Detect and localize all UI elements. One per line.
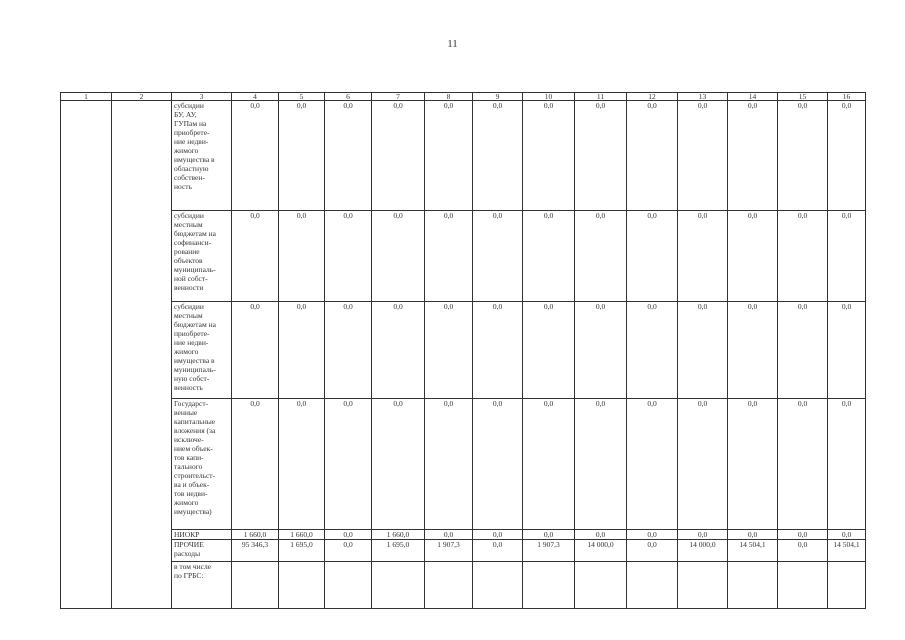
value-cell: 0,0 — [728, 302, 778, 399]
header-cell: 16 — [828, 93, 866, 101]
value-cell: 0,0 — [279, 302, 325, 399]
value-cell: 0,0 — [425, 101, 473, 211]
value-cell: 0,0 — [778, 399, 828, 530]
value-cell: 0,0 — [325, 540, 372, 562]
value-cell — [627, 562, 678, 609]
value-cell: 0,0 — [325, 302, 372, 399]
row-label: Государст- венные капитальные вложения (за исключе- нием объек- тов капи- тального строительст- ва и объек- тов недви- жимого имущества) — [172, 399, 232, 530]
value-cell: 0,0 — [728, 101, 778, 211]
table-body — [61, 93, 866, 609]
value-cell: 0,0 — [828, 211, 866, 302]
value-cell: 14 504,1 — [828, 540, 866, 562]
value-cell: 0,0 — [828, 302, 866, 399]
header-cell: 8 — [425, 93, 473, 101]
value-cell: 1 660,0 — [372, 530, 425, 540]
header-cell: 5 — [279, 93, 325, 101]
value-cell: 0,0 — [627, 530, 678, 540]
value-cell: 0,0 — [678, 211, 728, 302]
table-row — [61, 101, 866, 211]
value-cell: 0,0 — [728, 399, 778, 530]
value-cell: 0,0 — [232, 211, 279, 302]
page-number: 11 — [447, 38, 458, 50]
value-cell: 0,0 — [778, 211, 828, 302]
value-cell: 0,0 — [372, 211, 425, 302]
value-cell: 0,0 — [232, 399, 279, 530]
header-cell: 10 — [523, 93, 575, 101]
value-cell: 0,0 — [627, 399, 678, 530]
value-cell: 0,0 — [828, 530, 866, 540]
value-cell: 14 504,1 — [728, 540, 778, 562]
value-cell: 14 000,0 — [678, 540, 728, 562]
value-cell: 0,0 — [325, 101, 372, 211]
value-cell — [728, 562, 778, 609]
value-cell — [473, 562, 523, 609]
value-cell: 1 660,0 — [232, 530, 279, 540]
value-cell — [372, 562, 425, 609]
value-cell: 0,0 — [232, 101, 279, 211]
header-cell: 1 — [61, 93, 112, 101]
row-label: субсидии БУ, АУ, ГУПам на приобрете- ние недви- жимого имущества в областную собствен- ность — [172, 101, 232, 211]
value-cell: 0,0 — [523, 302, 575, 399]
value-cell: 0,0 — [523, 399, 575, 530]
value-cell — [828, 562, 866, 609]
value-cell: 1 907,3 — [523, 540, 575, 562]
header-cell: 2 — [112, 93, 172, 101]
value-cell: 0,0 — [325, 530, 372, 540]
value-cell — [778, 562, 828, 609]
header-cell: 4 — [232, 93, 279, 101]
value-cell: 0,0 — [523, 530, 575, 540]
value-cell: 1 907,3 — [425, 540, 473, 562]
value-cell: 0,0 — [372, 302, 425, 399]
value-cell: 0,0 — [473, 399, 523, 530]
value-cell: 0,0 — [728, 211, 778, 302]
header-cell: 13 — [678, 93, 728, 101]
budget-table — [60, 92, 866, 609]
value-cell: 0,0 — [473, 530, 523, 540]
value-cell: 0,0 — [627, 211, 678, 302]
value-cell: 0,0 — [728, 530, 778, 540]
value-cell — [678, 562, 728, 609]
value-cell: 1 660,0 — [279, 530, 325, 540]
value-cell: 0,0 — [627, 302, 678, 399]
value-cell: 0,0 — [425, 399, 473, 530]
value-cell — [325, 562, 372, 609]
value-cell — [425, 562, 473, 609]
value-cell: 0,0 — [473, 302, 523, 399]
value-cell: 0,0 — [678, 399, 728, 530]
value-cell: 0,0 — [778, 530, 828, 540]
value-cell: 14 000,0 — [575, 540, 627, 562]
value-cell: 95 346,3 — [232, 540, 279, 562]
value-cell: 0,0 — [778, 540, 828, 562]
header-cell: 14 — [728, 93, 778, 101]
value-cell: 0,0 — [232, 302, 279, 399]
header-cell: 6 — [325, 93, 372, 101]
value-cell: 0,0 — [279, 399, 325, 530]
value-cell: 0,0 — [678, 302, 728, 399]
header-cell: 12 — [627, 93, 678, 101]
value-cell: 0,0 — [678, 530, 728, 540]
table-row — [61, 399, 866, 530]
value-cell: 0,0 — [523, 211, 575, 302]
row-col-1-cell — [61, 101, 112, 609]
header-cell: 7 — [372, 93, 425, 101]
value-cell — [232, 562, 279, 609]
value-cell: 0,0 — [627, 540, 678, 562]
row-label: субсидии местным бюджетам на приобрете- ние недви- жимого имущества в муниципаль- ную собст- венность — [172, 302, 232, 399]
table-row — [61, 302, 866, 399]
value-cell: 0,0 — [575, 211, 627, 302]
value-cell — [523, 562, 575, 609]
value-cell: 0,0 — [425, 211, 473, 302]
header-cell: 15 — [778, 93, 828, 101]
value-cell: 0,0 — [279, 101, 325, 211]
value-cell: 0,0 — [523, 101, 575, 211]
value-cell: 0,0 — [473, 211, 523, 302]
value-cell: 0,0 — [325, 399, 372, 530]
value-cell: 0,0 — [778, 101, 828, 211]
value-cell: 0,0 — [828, 399, 866, 530]
value-cell: 1 695,0 — [372, 540, 425, 562]
value-cell: 0,0 — [473, 540, 523, 562]
value-cell: 0,0 — [372, 101, 425, 211]
header-cell: 9 — [473, 93, 523, 101]
header-cell: 11 — [575, 93, 627, 101]
value-cell: 0,0 — [575, 530, 627, 540]
value-cell: 0,0 — [778, 302, 828, 399]
value-cell: 0,0 — [279, 211, 325, 302]
value-cell: 0,0 — [425, 530, 473, 540]
value-cell: 0,0 — [425, 302, 473, 399]
table-row — [61, 562, 866, 609]
value-cell — [575, 562, 627, 609]
row-label: ПРОЧИЕ расходы — [172, 540, 232, 562]
value-cell — [279, 562, 325, 609]
value-cell: 0,0 — [325, 211, 372, 302]
table-row — [61, 530, 866, 540]
value-cell: 0,0 — [575, 302, 627, 399]
table-row — [61, 211, 866, 302]
row-label: субсидии местным бюджетам на софинанси- рование объектов муниципаль- ной собст- венности — [172, 211, 232, 302]
value-cell: 0,0 — [575, 399, 627, 530]
value-cell: 0,0 — [828, 101, 866, 211]
value-cell: 0,0 — [627, 101, 678, 211]
header-row — [61, 93, 866, 101]
value-cell: 0,0 — [372, 399, 425, 530]
value-cell: 0,0 — [575, 101, 627, 211]
value-cell: 0,0 — [678, 101, 728, 211]
row-label: НИОКР — [172, 530, 232, 540]
row-label: в том числе по ГРБС: — [172, 562, 232, 609]
value-cell: 0,0 — [473, 101, 523, 211]
row-col-2-cell — [112, 101, 172, 609]
header-cell: 3 — [172, 93, 232, 101]
table-row — [61, 540, 866, 562]
value-cell: 1 695,0 — [279, 540, 325, 562]
